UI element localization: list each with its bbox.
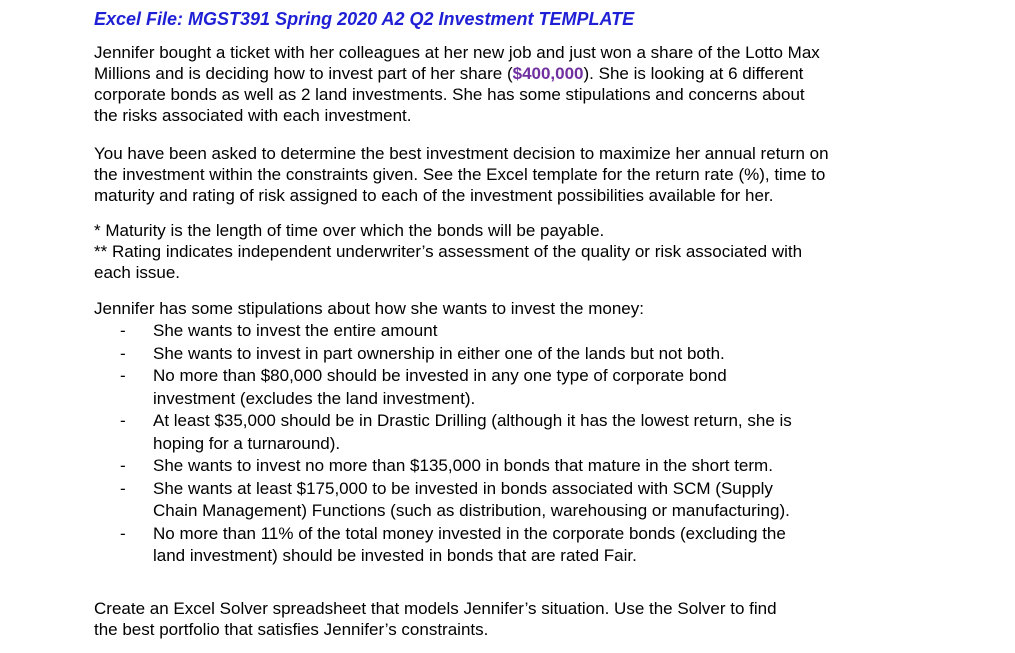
intro-line: the risks associated with each investment. (94, 106, 412, 125)
list-item (94, 410, 994, 455)
stipulations-list (94, 320, 994, 568)
intro-line (94, 63, 954, 84)
stipulations-heading: Jennifer has some stipulations about how she wants to invest the money: (94, 299, 644, 318)
list-item-text: At least $35,000 should be in Drastic Drilling (although it has the lowest return, she is (153, 411, 792, 430)
list-item (94, 478, 994, 523)
intro-paragraph (94, 42, 954, 126)
list-item (94, 455, 994, 478)
notes-paragraph (94, 220, 954, 283)
closing-line: Create an Excel Solver spreadsheet that models Jennifer’s situation. Use the Solver to find (94, 599, 777, 618)
list-item-text: She wants to invest in part ownership in either one of the lands but not both. (153, 343, 725, 363)
list-item-text: Chain Management) Functions (such as distribution, warehousing or manufacturing). (153, 501, 790, 520)
list-item-text: She wants to invest the entire amount (153, 321, 438, 340)
closing-paragraph (94, 598, 954, 640)
bullet-dash: - (120, 523, 126, 543)
list-item-text: hoping for a turnaround). (153, 433, 341, 453)
task-line: maturity and rating of risk assigned to each of the investment possibilities available for her. (94, 186, 774, 205)
task-line: You have been asked to determine the best investment decision to maximize her annual return on (94, 144, 829, 163)
prize-amount: $400,000 (512, 64, 584, 83)
rating-note: each issue. (94, 263, 180, 282)
list-item (94, 320, 994, 343)
bullet-dash: - (120, 411, 126, 430)
list-item-text: investment (excludes the land investment). (153, 388, 476, 408)
task-line: the investment within the constraints given. See the Excel template for the return rate (%), time to (94, 165, 826, 184)
intro-line: corporate bonds as well as 2 land investments. She has some stipulations and concerns about (94, 85, 805, 104)
rating-note: ** Rating indicates independent underwriter’s assessment of the quality or risk associated with (94, 242, 803, 261)
list-item (94, 523, 994, 568)
intro-text: ). She is looking at 6 different (583, 64, 804, 83)
bullet-dash: - (120, 366, 126, 385)
list-item-text: She wants at least $175,000 to be invested in bonds associated with SCM (Supply (153, 478, 773, 498)
list-item-text: land investment) should be invested in bonds that are rated Fair. (153, 546, 637, 565)
document-title: Excel File: MGST391 Spring 2020 A2 Q2 Investment TEMPLATE (94, 9, 635, 29)
bullet-dash: - (120, 343, 126, 363)
intro-text: Millions and is deciding how to invest part of her share ( (94, 64, 513, 83)
closing-line: the best portfolio that satisfies Jennifer’s constraints. (94, 620, 489, 639)
task-paragraph (94, 143, 954, 206)
list-item (94, 365, 994, 410)
bullet-dash: - (120, 321, 126, 340)
bullet-dash: - (120, 456, 126, 475)
intro-line: Jennifer bought a ticket with her colleagues at her new job and just won a share of the Lotto Max (94, 43, 820, 62)
bullet-dash: - (120, 478, 126, 498)
maturity-note: * Maturity is the length of time over which the bonds will be payable. (94, 221, 605, 240)
list-item-text: No more than $80,000 should be invested in any one type of corporate bond (153, 366, 727, 385)
list-item (94, 343, 994, 366)
list-item-text: No more than 11% of the total money invested in the corporate bonds (excluding the (153, 523, 786, 543)
list-item-text: She wants to invest no more than $135,000 in bonds that mature in the short term. (153, 456, 773, 475)
